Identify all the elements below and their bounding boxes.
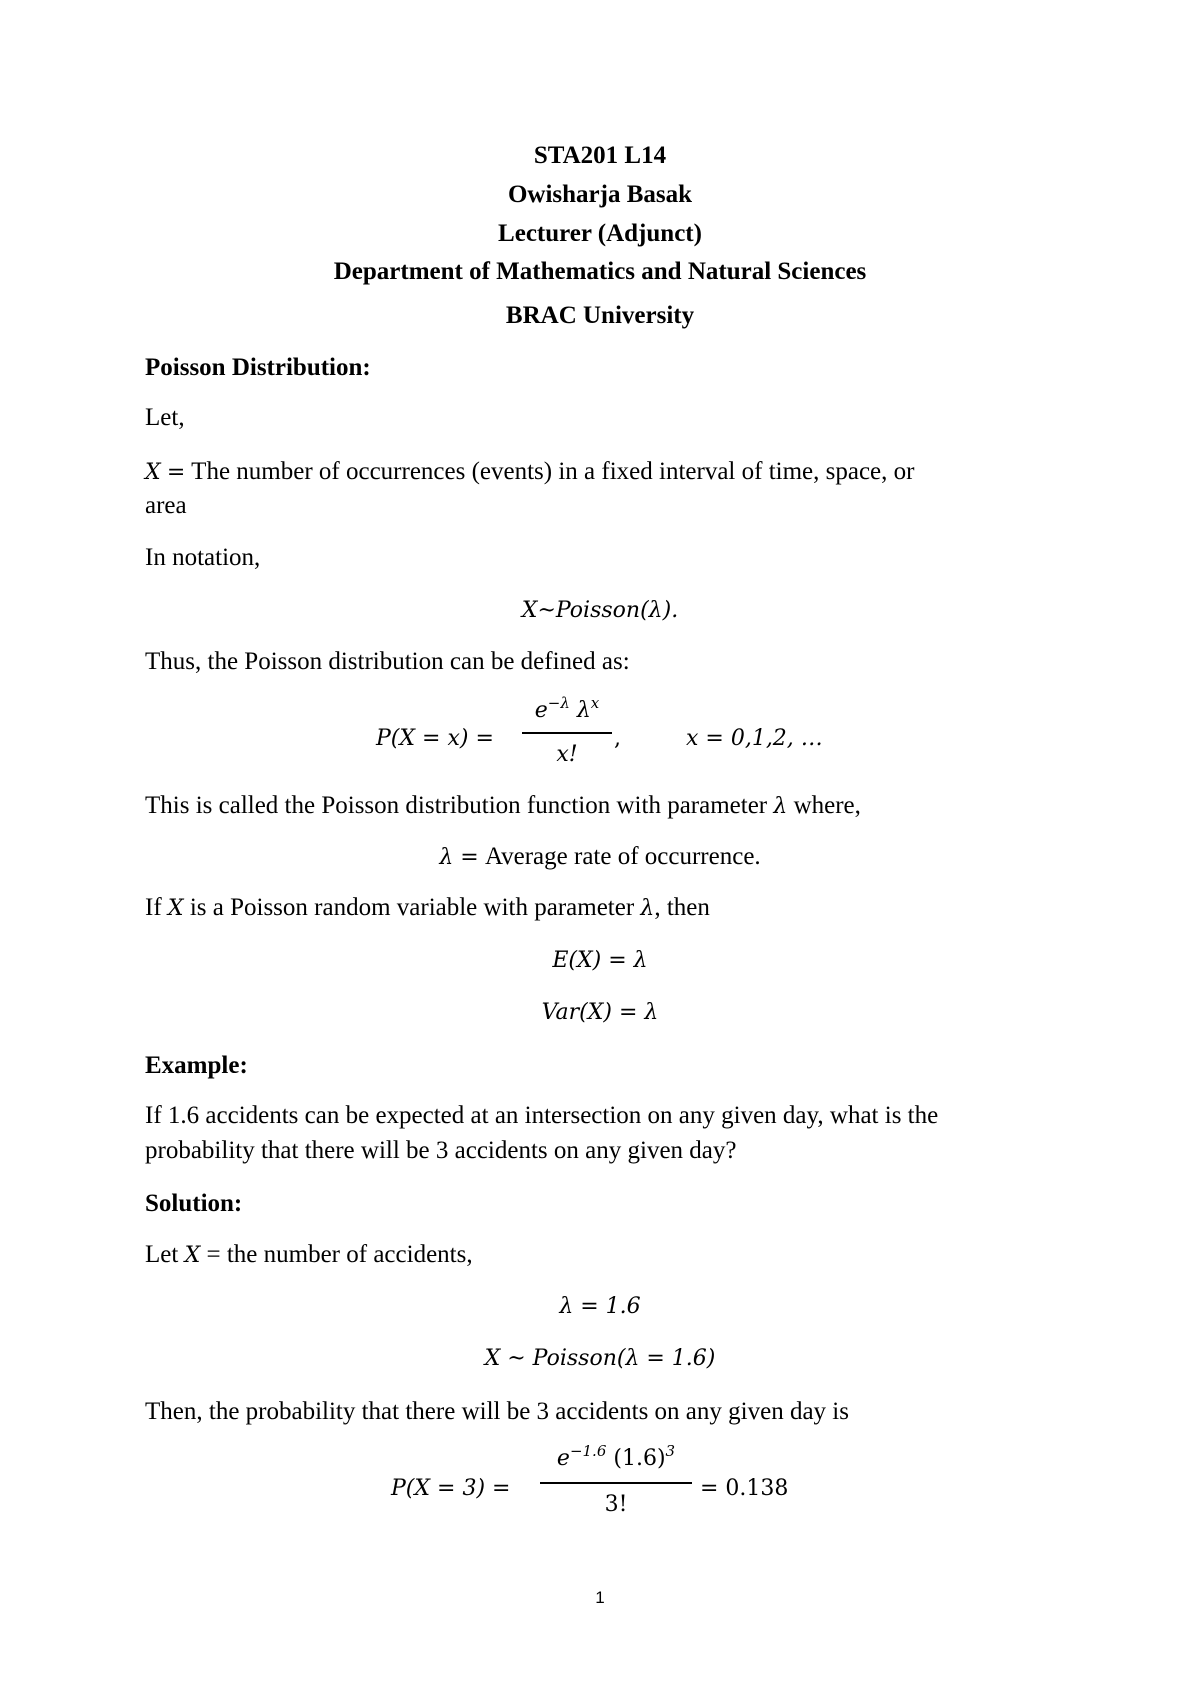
let-text: Let, [145,404,185,431]
pmf-numerator [522,694,612,723]
pmf-comma: , [614,726,621,751]
university: BRAC University [505,302,695,329]
called-line [145,792,861,820]
example-text-line-2: probability that there will be 3 accidents on any given day? [145,1137,737,1164]
pmf-e: e [534,698,548,723]
calc-lhs: P(X = 3) = [391,1476,511,1501]
if-text-3: , then [654,894,710,921]
section-heading-example: Example: [145,1052,248,1079]
pmf-lhs: P(X = x) = [376,726,494,751]
variance-formula: Var(X) = λ [541,1000,659,1025]
pmf-e-exponent: −λ [547,694,570,712]
calc-e-exponent: −1.6 [569,1442,607,1460]
pmf-lambda-exponent: x [590,694,600,712]
author-position: Lecturer (Adjunct) [498,220,702,247]
solution-let-x: X [184,1243,201,1268]
pmf-denominator: x! [556,742,578,767]
department: Department of Mathematics and Natural Sciences [333,258,867,285]
distribution-statement: X ~ Poisson(λ = 1.6) [484,1346,716,1371]
pmf-domain: x = 0,1,2, … [686,726,823,751]
called-lambda: λ [773,794,788,819]
calc-numerator [540,1442,692,1471]
calc-result: = 0.138 [700,1476,789,1501]
x-definition-line [145,458,914,486]
then-text: Then, the probability that there will be 3 accidents on any given day is [145,1398,849,1425]
x-definition-continuation: area [145,492,187,519]
course-code: STA201 L14 [533,142,667,169]
poisson-notation: X~Poisson(λ). [521,598,679,623]
if-x: X [167,896,184,921]
solution-let-text-2: = the number of accidents, [206,1241,473,1268]
calc-base: (1.6) [606,1446,666,1471]
calc-e: e [556,1446,570,1471]
lambda-def-text: Average rate of occurrence. [484,843,761,870]
pmf-fraction-bar [522,732,612,734]
calc-denominator: 3! [604,1492,628,1517]
section-heading-poisson: Poisson Distribution: [145,354,371,381]
page-number: 1 [595,1588,605,1607]
x-variable: X [145,460,161,485]
example-text-line-1: If 1.6 accidents can be expected at an intersection on any given day, what is the [145,1102,939,1129]
lambda-definition [0,843,1200,871]
calc-fraction-bar [540,1482,692,1484]
called-text: This is called the Poisson distribution function with parameter [145,792,768,819]
section-heading-solution: Solution: [145,1190,243,1217]
lambda-def-symbol: λ = [439,845,479,870]
called-where: where, [793,792,861,819]
if-lambda: λ [640,896,655,921]
lambda-value: λ = 1.6 [559,1294,641,1319]
author-name: Owisharja Basak [507,181,693,208]
equals-sign: = [166,460,186,485]
calc-base-exponent: 3 [665,1442,676,1460]
if-text-1: If [145,894,162,921]
if-text-2: is a Poisson random variable with parameter [189,894,635,921]
if-line [145,894,710,922]
pmf-lambda: λ [569,698,591,723]
calc-fraction [540,1442,692,1522]
expectation-formula: E(X) = λ [552,948,648,973]
thus-text: Thus, the Poisson distribution can be defined as: [145,648,630,675]
x-definition-text: The number of occurrences (events) in a fixed interval of time, space, or [191,458,915,485]
solution-let-line [145,1241,473,1269]
pmf-fraction [522,694,612,774]
in-notation-text: In notation, [145,544,261,571]
solution-let-text-1: Let [145,1241,179,1268]
